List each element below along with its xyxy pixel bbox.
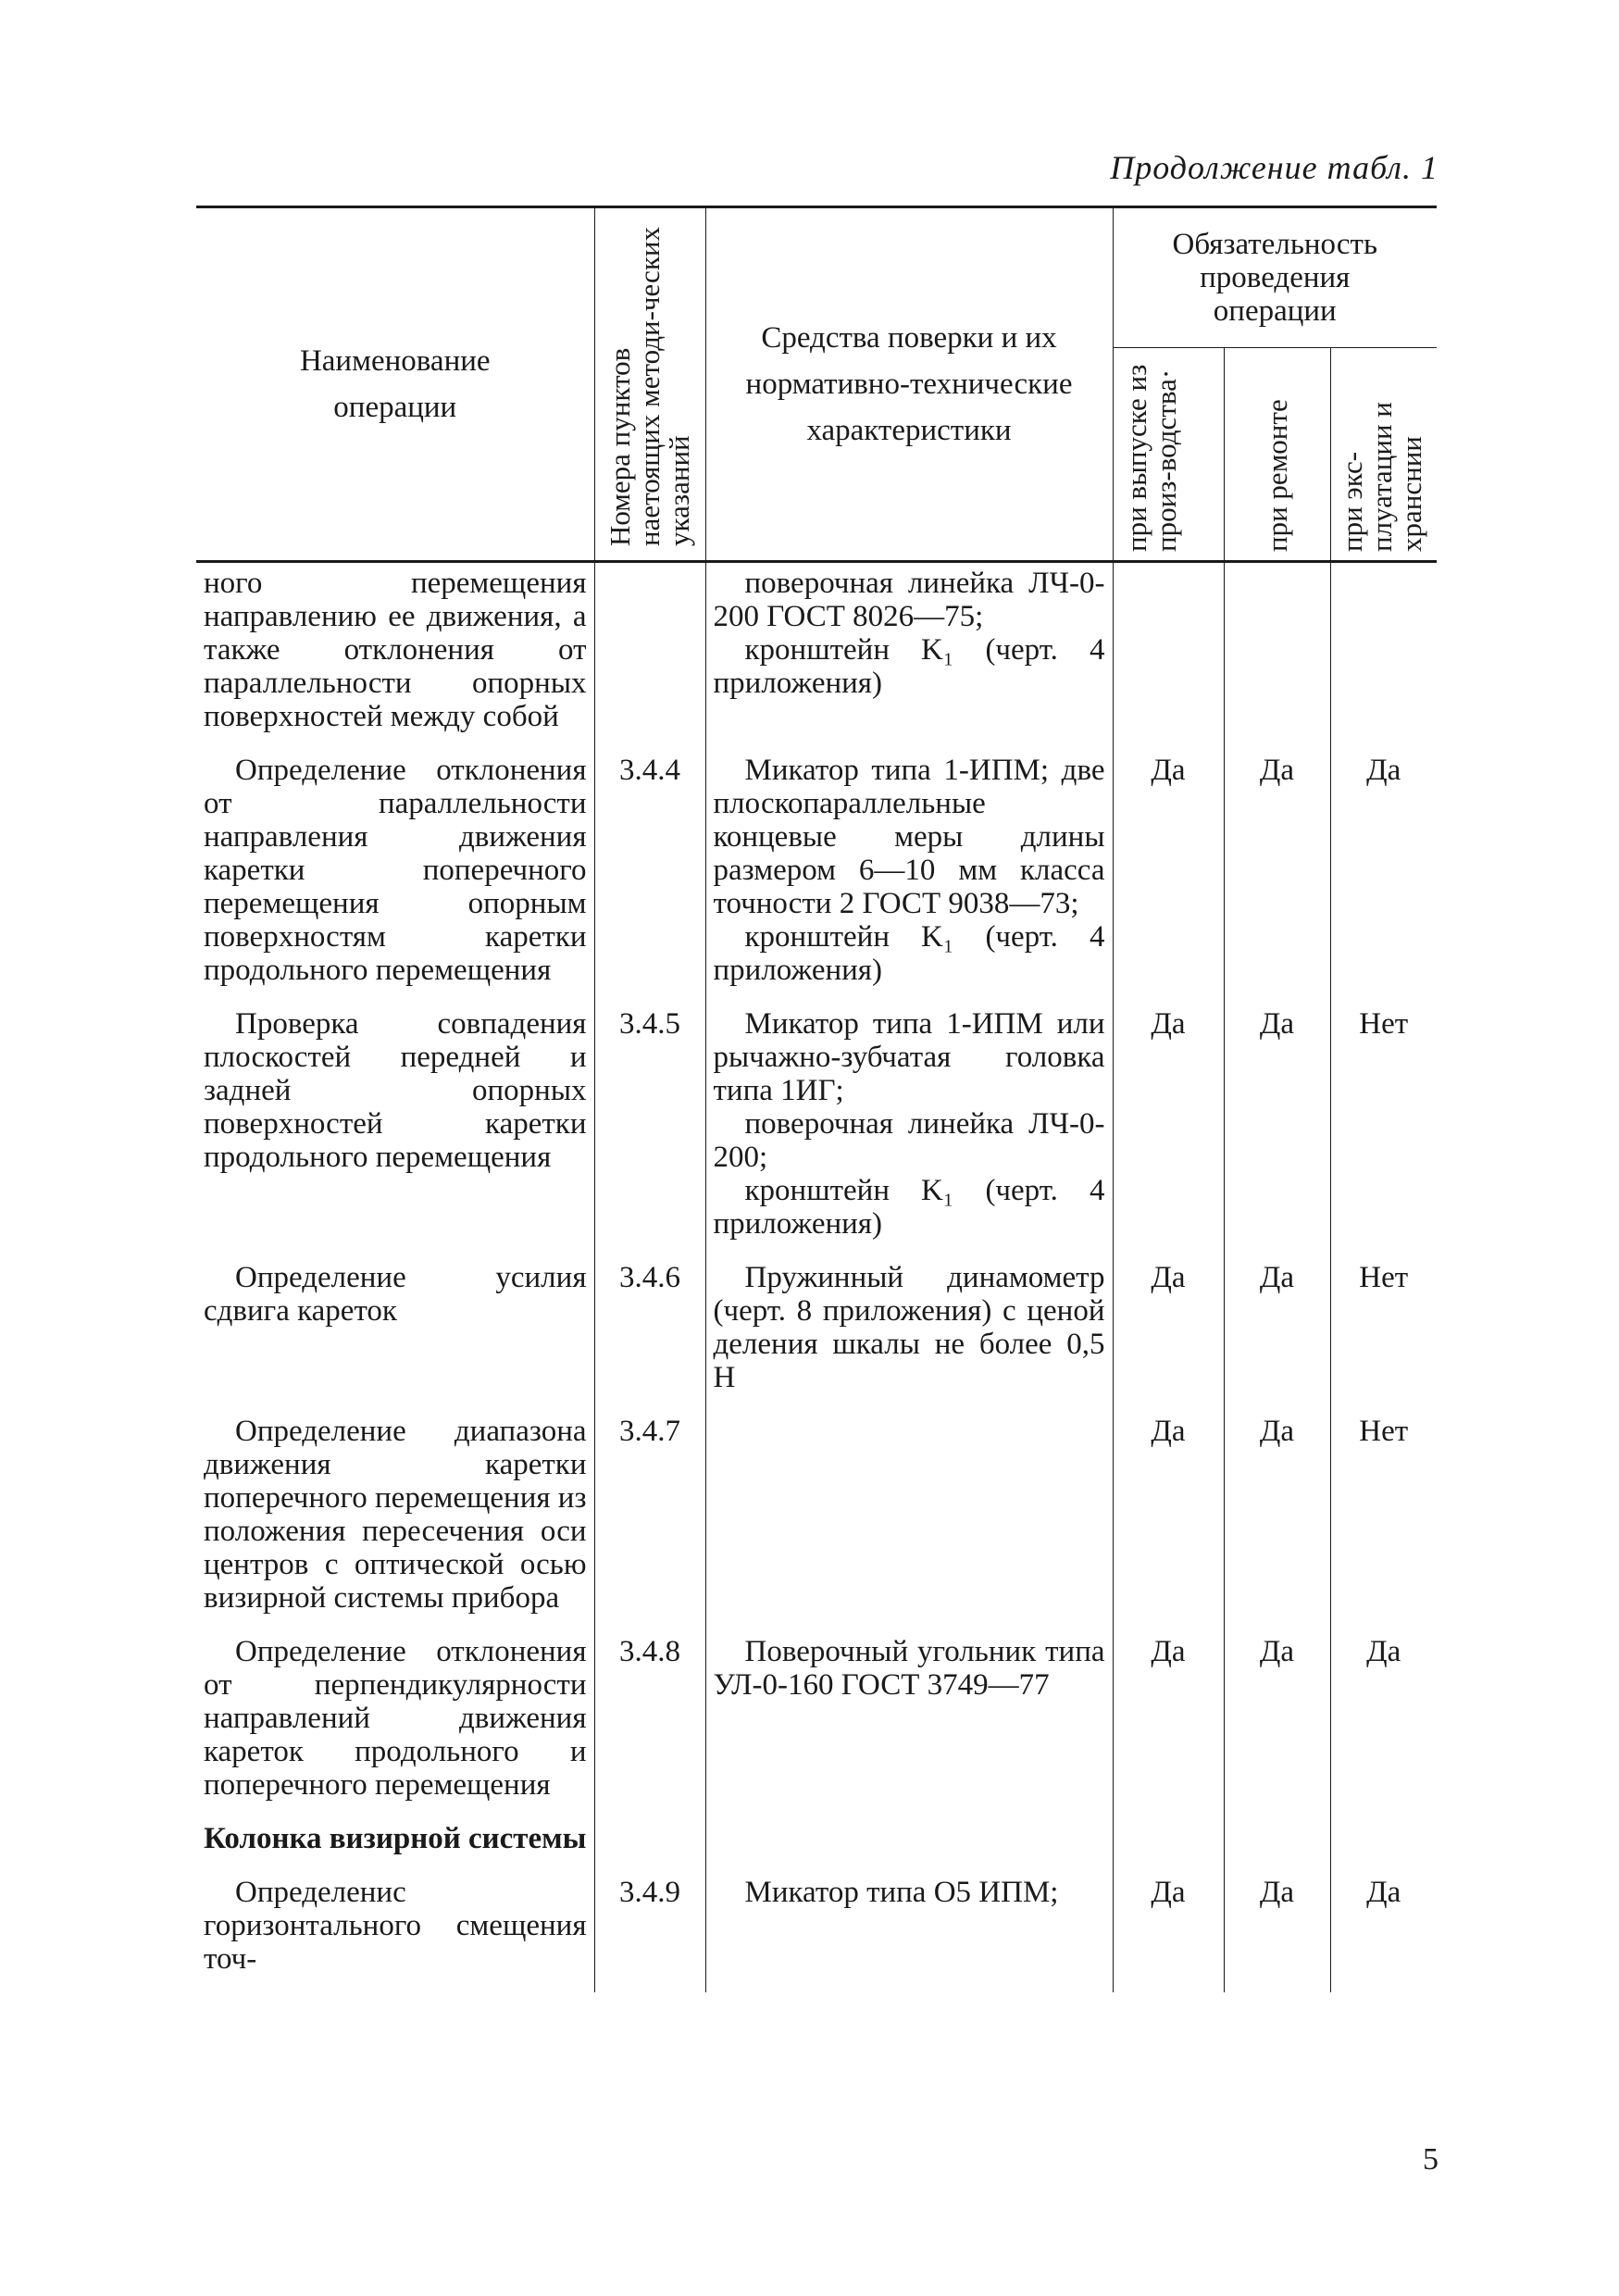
mandatory-release: Да <box>1113 1631 1224 1818</box>
means-line: поверочная линейка ЛЧ-0-200 ГОСТ 8026—75; <box>713 567 1105 633</box>
mandatory-release: Да <box>1113 1411 1224 1631</box>
mandatory-operation: Нет <box>1359 1007 1409 1041</box>
verification-table <box>196 206 1437 1992</box>
empty-cell <box>1330 1818 1437 1872</box>
operation-point: 3.4.7 <box>594 1411 705 1631</box>
mandatory-release <box>1113 562 1224 751</box>
means-line: Поверочный угольник типа УЛ-0-160 ГОСТ 3749—77 <box>713 1635 1105 1702</box>
column-header-means: Средства поверки и их нормативно-технические характеристики <box>705 207 1113 562</box>
empty-cell <box>705 1818 1113 1872</box>
column-header-points: Номера пунктов наетоящих методи-ческих указаний <box>594 207 705 562</box>
empty-cell <box>594 1818 705 1872</box>
means-line: кронштейн K₁ (черт. 4 приложения) <box>713 920 1105 987</box>
mandatory-operation: Нет <box>1359 1415 1409 1448</box>
operation-point: 3.4.4 <box>594 750 705 1004</box>
table-row <box>196 750 1437 1004</box>
table-row <box>196 1257 1437 1411</box>
table-body <box>196 562 1437 1993</box>
section-heading: Колонка визирной системы <box>196 1818 594 1872</box>
mandatory-repair: Да <box>1224 1004 1330 1257</box>
operation-means <box>705 750 1113 1004</box>
means-line: кронштейн K₁ (черт. 4 приложения) <box>713 633 1105 700</box>
operation-point: 3.4.6 <box>594 1257 705 1411</box>
mandatory-operation: Да <box>1366 754 1401 787</box>
table-row <box>196 1004 1437 1257</box>
mandatory-operation: Да <box>1366 1876 1401 1909</box>
table-continuation-caption: Продолжение табл. 1 <box>1110 149 1438 186</box>
means-line: кронштейн K₁ (черт. 4 приложения) <box>713 1174 1105 1241</box>
operation-name: Определение отклонения от параллельности направления движения каретки поперечного перемещения опорным поверхностям каретки продольного перемещения <box>196 750 594 1004</box>
means-line: Пружинный динамометр (черт. 8 приложения) с ценой деления шкалы не более 0,5 Н <box>713 1261 1105 1394</box>
operation-point: 3.4.8 <box>594 1631 705 1818</box>
mandatory-release: Да <box>1113 1872 1224 1992</box>
operation-point: 3.4.5 <box>594 1004 705 1257</box>
operation-name: Определение усилия сдвига кареток <box>196 1257 594 1411</box>
mandatory-operation <box>1330 562 1437 751</box>
operation-means <box>705 1257 1113 1411</box>
operations-table <box>196 206 1437 1992</box>
column-header-release: при выпуске из произ-водства· <box>1113 348 1224 562</box>
operation-point: 3.4.9 <box>594 1872 705 1992</box>
means-line: поверочная линейка ЛЧ-0-200; <box>713 1107 1105 1174</box>
mandatory-operation: Нет <box>1359 1261 1409 1294</box>
mandatory-release: Да <box>1113 1004 1224 1257</box>
mandatory-repair: Да <box>1224 750 1330 1004</box>
means-line: Микатор типа О5 ИПМ; <box>744 1876 1059 1909</box>
column-header-repair: при ремонте <box>1224 348 1330 562</box>
table-row <box>196 1872 1437 1992</box>
operation-means <box>705 1004 1113 1257</box>
mandatory-release: Да <box>1113 750 1224 1004</box>
column-header-name: Наименование операции <box>196 207 594 562</box>
mandatory-repair: Да <box>1224 1631 1330 1818</box>
mandatory-repair <box>1224 562 1330 751</box>
mandatory-repair: Да <box>1224 1257 1330 1411</box>
operation-point <box>594 562 705 751</box>
column-header-mandatory-group: Обязательность проведения операции <box>1113 207 1437 348</box>
means-line: Микатор типа 1-ИПМ или рычажно-зубчатая головка типа 1ИГ; <box>713 1007 1105 1107</box>
table-row <box>196 562 1437 751</box>
operation-name: Определение диапазона движения каретки поперечного перемещения из положения пересечения оси центров с оптической осью визирной системы прибора <box>196 1411 594 1631</box>
operation-name: Определение отклонения от перпендикулярности направлений движения кареток продольного и поперечного перемещения <box>196 1631 594 1818</box>
operation-name: Определенис горизонтального смещения точ- <box>196 1872 594 1992</box>
table-section-row <box>196 1818 1437 1872</box>
table-row <box>196 1411 1437 1631</box>
empty-cell <box>1224 1818 1330 1872</box>
mandatory-repair: Да <box>1224 1872 1330 1992</box>
mandatory-repair: Да <box>1224 1411 1330 1631</box>
operation-means <box>705 1631 1113 1818</box>
empty-cell <box>1113 1818 1224 1872</box>
operation-means <box>705 1411 1113 1631</box>
operation-name: ного перемещения направлению ее движения, а также отклонения от параллельности опорных поверхностей между собой <box>196 562 594 751</box>
page-number: 5 <box>1423 2142 1438 2177</box>
mandatory-release: Да <box>1113 1257 1224 1411</box>
column-header-operation: при экс-плуатации и хранснии <box>1330 348 1437 562</box>
table-header <box>196 207 1437 562</box>
means-line: Микатор типа 1-ИПМ; две плоскопараллельные концевые меры длины размером 6—10 мм класса точности 2 ГОСТ 9038—73; <box>713 754 1105 920</box>
operation-means <box>705 1872 1113 1992</box>
operation-name: Проверка совпадения плоскостей передней и задней опорных поверхностей каретки продольного перемещения <box>196 1004 594 1257</box>
operation-means <box>705 562 1113 751</box>
mandatory-operation: Да <box>1366 1635 1401 1668</box>
table-row <box>196 1631 1437 1818</box>
